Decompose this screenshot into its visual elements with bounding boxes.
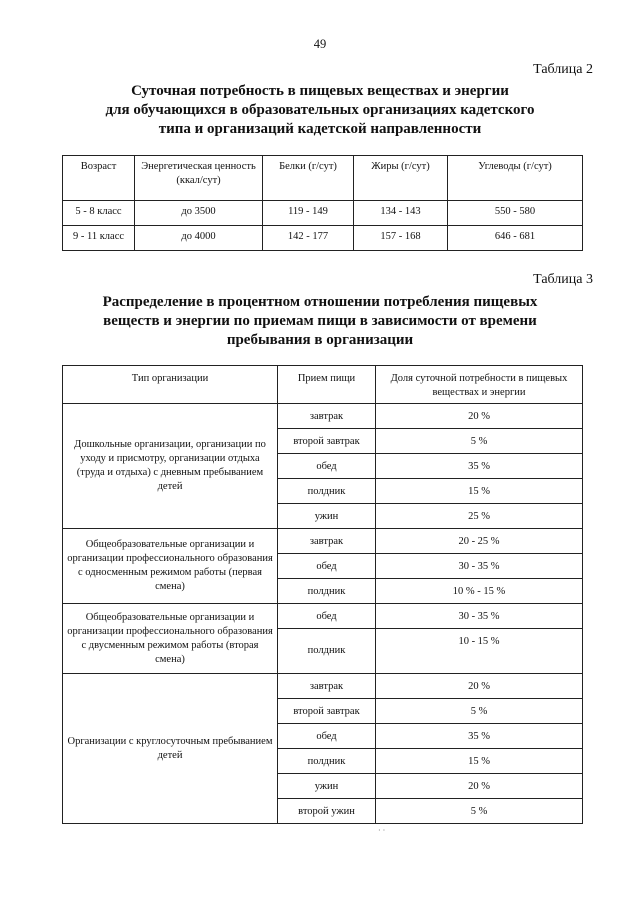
share-cell: 5 % <box>376 429 583 454</box>
table-cell: 134 - 143 <box>354 201 448 226</box>
table2-title-line: типа и организаций кадетской направленности <box>158 121 482 137</box>
table3-title-line: пребывания в организации <box>226 332 414 348</box>
table-row <box>63 529 583 554</box>
org-type-cell: Дошкольные организации, организации по уходу и присмотру, организации отдыха (труда и отдыха) с дневным пребыванием детей <box>63 404 278 529</box>
meal-cell: второй завтрак <box>278 429 376 454</box>
meal-cell: обед <box>278 724 376 749</box>
table-cell: 142 - 177 <box>263 226 354 251</box>
meal-cell: обед <box>278 554 376 579</box>
table-cell: 119 - 149 <box>263 201 354 226</box>
share-cell: 20 - 25 % <box>376 529 583 554</box>
table3-title-line: Распределение в процентном отношении потребления пищевых <box>102 294 538 310</box>
meal-cell: ужин <box>278 504 376 529</box>
table2-title-line: Суточная потребность в пищевых веществах и энергии <box>131 83 509 99</box>
share-cell: 35 % <box>376 454 583 479</box>
meal-cell: полдник <box>278 579 376 604</box>
page-number: 49 <box>313 37 327 51</box>
share-cell: 25 % <box>376 504 583 529</box>
meal-cell: полдник <box>278 629 376 674</box>
meal-cell: ужин <box>278 774 376 799</box>
share-cell: 15 % <box>376 749 583 774</box>
share-cell: 30 - 35 % <box>376 604 583 629</box>
table3-header-cell: Тип организации <box>63 366 278 404</box>
table2-header-cell: Возраст <box>63 156 135 201</box>
meal-cell: завтрак <box>278 674 376 699</box>
org-type-cell: Общеобразовательные организации и организации профессионального образования с двусменным режимом работы (вторая смена) <box>63 604 278 674</box>
share-cell: 20 % <box>376 404 583 429</box>
share-cell: 10 % - 15 % <box>376 579 583 604</box>
table-cell: 157 - 168 <box>354 226 448 251</box>
table-cell: 9 - 11 класс <box>63 226 135 251</box>
table-row <box>63 404 583 429</box>
table2-header-cell: Белки (г/сут) <box>263 156 354 201</box>
org-type-cell: Организации с круглосуточным пребыванием детей <box>63 674 278 824</box>
table3-header-cell: Доля суточной потребности в пищевых веществах и энергии <box>376 366 583 404</box>
share-cell: 20 % <box>376 674 583 699</box>
meal-cell: завтрак <box>278 404 376 429</box>
table2-header-cell: Углеводы (г/сут) <box>448 156 583 201</box>
table-cell: 646 - 681 <box>448 226 583 251</box>
meal-cell: второй ужин <box>278 799 376 824</box>
table3-caption: Таблица 3 <box>533 272 593 287</box>
table-row <box>63 226 583 251</box>
share-cell: 5 % <box>376 799 583 824</box>
table-cell: 5 - 8 класс <box>63 201 135 226</box>
table2-caption: Таблица 2 <box>533 62 593 77</box>
meal-cell: полдник <box>278 749 376 774</box>
table2 <box>62 155 583 251</box>
meal-cell: второй завтрак <box>278 699 376 724</box>
table-cell: до 4000 <box>135 226 263 251</box>
table-row <box>63 604 583 629</box>
table2-header-cell: Энергетическая ценность (ккал/сут) <box>135 156 263 201</box>
table-row <box>63 674 583 699</box>
table-cell: 550 - 580 <box>448 201 583 226</box>
table3-header-row <box>63 366 583 404</box>
table2-title-line: для обучающихся в образовательных организациях кадетского <box>105 102 535 118</box>
meal-cell: завтрак <box>278 529 376 554</box>
org-type-cell: Общеобразовательные организации и организации профессионального образования с односменным режимом работы (первая смена) <box>63 529 278 604</box>
share-cell: 10 - 15 % <box>376 629 583 674</box>
share-cell: 5 % <box>376 699 583 724</box>
meal-cell: обед <box>278 604 376 629</box>
share-cell: 35 % <box>376 724 583 749</box>
table2-header-row <box>63 156 583 201</box>
table2-title <box>80 82 560 139</box>
table3 <box>62 365 583 824</box>
share-cell: 15 % <box>376 479 583 504</box>
table3-title <box>80 293 560 350</box>
table-cell: до 3500 <box>135 201 263 226</box>
scan-artifact-mark: · · <box>378 826 386 835</box>
meal-cell: полдник <box>278 479 376 504</box>
share-cell: 30 - 35 % <box>376 554 583 579</box>
table3-header-cell: Прием пищи <box>278 366 376 404</box>
share-cell: 20 % <box>376 774 583 799</box>
table-row <box>63 201 583 226</box>
table2-header-cell: Жиры (г/сут) <box>354 156 448 201</box>
table3-title-line: веществ и энергии по приемам пищи в зависимости от времени <box>103 313 537 329</box>
meal-cell: обед <box>278 454 376 479</box>
